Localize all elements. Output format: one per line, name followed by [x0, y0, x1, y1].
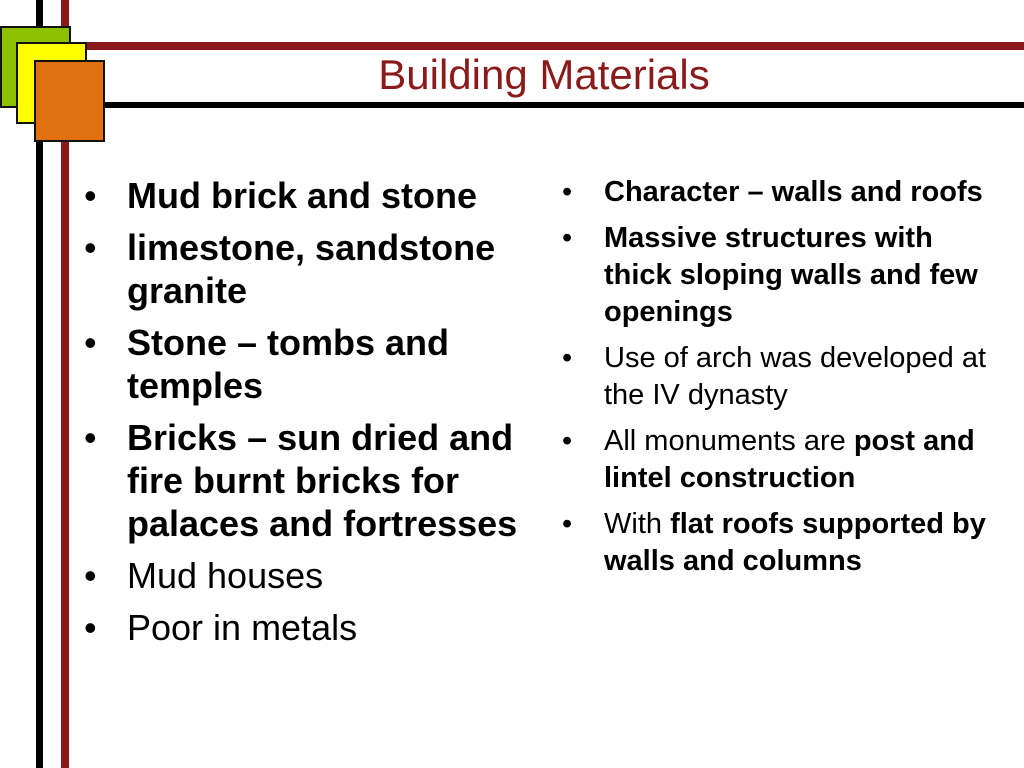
bullet-dot-icon: •	[84, 227, 97, 268]
right-list-item-text: With	[604, 508, 671, 540]
right-list-item	[562, 506, 992, 580]
horizontal-rule-red	[64, 42, 1024, 50]
left-list-item-text: Bricks – sun dried and fire burnt bricks for palaces and fortresses	[127, 417, 518, 544]
left-list-item	[84, 416, 564, 545]
bullet-dot-icon: •	[84, 175, 97, 216]
bullet-dot-icon: •	[562, 342, 573, 374]
bullet-dot-icon: •	[84, 322, 97, 363]
right-list-item-text: flat roofs supported by walls and columns	[604, 508, 986, 577]
right-list-item	[562, 220, 992, 331]
bullet-dot-icon: •	[562, 508, 573, 540]
right-list-item	[562, 423, 992, 497]
right-list-item-text: Use of arch was developed at the IV dynasty	[604, 342, 987, 411]
right-list-item-text: post and lintel construction	[604, 425, 975, 494]
right-bullet-list	[562, 174, 992, 589]
bullet-dot-icon: •	[84, 555, 97, 596]
left-bullet-list	[84, 174, 564, 658]
bullet-dot-icon: •	[562, 222, 573, 254]
left-list-item-text: Mud brick and stone	[127, 175, 478, 216]
horizontal-rule-black	[64, 102, 1024, 108]
right-list-item	[562, 174, 992, 211]
left-list-item	[84, 226, 564, 312]
right-list-item-text: Massive structures with thick sloping walls and few openings	[604, 222, 978, 328]
right-list-item-text: Character – walls and roofs	[604, 176, 983, 208]
right-list-item	[562, 340, 992, 414]
bullet-dot-icon: •	[84, 607, 97, 648]
bullet-dot-icon: •	[84, 417, 97, 458]
left-list-item	[84, 321, 564, 407]
left-list-item-text: Mud houses	[127, 555, 324, 596]
left-list-item	[84, 606, 564, 649]
right-list-item-text: All monuments are	[604, 425, 854, 457]
bullet-dot-icon: •	[562, 425, 573, 457]
left-list-item-text: limestone, sandstone granite	[127, 227, 496, 311]
left-list-item-text: Poor in metals	[127, 607, 358, 648]
left-list-item-text: Stone – tombs and temples	[127, 322, 450, 406]
bullet-dot-icon: •	[562, 176, 573, 208]
left-list-item	[84, 554, 564, 597]
left-list-item	[84, 174, 564, 217]
slide-title: Building Materials	[378, 51, 710, 98]
